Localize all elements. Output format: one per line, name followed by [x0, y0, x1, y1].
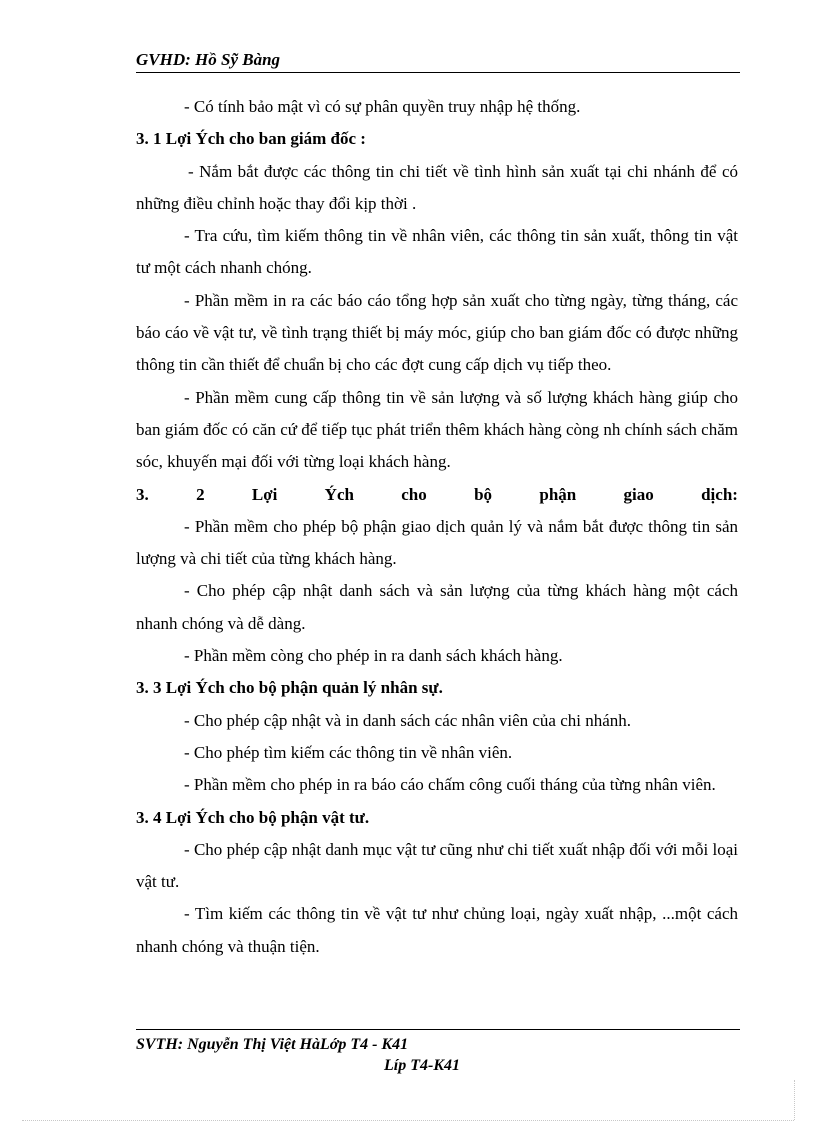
heading-word: dịch:	[701, 484, 738, 504]
paragraph: - Cho phép cập nhật danh sách và sản lượng của từng khách hàng một cách nhanh chóng và dễ dàng.	[136, 581, 738, 633]
page-boundary	[22, 1120, 794, 1121]
paragraph: - Phần mềm còng cho phép in ra danh sách khách hàng.	[184, 646, 563, 666]
paragraph: - Phần mềm in ra các báo cáo tổng hợp sản xuất cho từng ngày, từng tháng, các báo cáo về vật tư, về tình trạng thiết bị máy móc, giúp cho ban giám đốc có được những thông tin cần thiết để chuẩn bị cho các đợt cung cấp dịch vụ tiếp theo.	[136, 290, 738, 375]
header-divider	[136, 72, 740, 73]
page-footer: SVTH: Nguyễn Thị Việt HàLớp T4 - K41	[136, 1036, 409, 1053]
document-body	[136, 91, 738, 963]
heading-word: giao	[623, 484, 654, 504]
heading-word: bộ	[474, 484, 493, 504]
section-heading-3-1: 3. 1 Lợi Ých cho ban giám đốc :	[136, 129, 366, 149]
paragraph: - Phần mềm cho phép in ra báo cáo chấm công cuối tháng của từng nhân viên.	[184, 775, 716, 795]
footer-divider	[136, 1029, 740, 1030]
paragraph: - Cho phép cập nhật và in danh sách các nhân viên của chi nhánh.	[184, 710, 632, 730]
paragraph: - Tra cứu, tìm kiếm thông tin về nhân viên, các thông tin sản xuất, thông tin vật tư một cách nhanh chóng.	[136, 226, 738, 278]
section-heading-3-4: 3. 4 Lợi Ých cho bộ phận vật tư.	[136, 807, 370, 827]
paragraph: - Phần mềm cung cấp thông tin về sản lượng và số lượng khách hàng giúp cho ban giám đốc có căn cứ để tiếp tục phát triển thêm khách hàng còng nh chính sách chăm sóc, khuyến mại đối với từng loại khách hàng.	[136, 387, 738, 472]
heading-word: Lợi	[251, 484, 278, 504]
paragraph: - Nắm bắt được các thông tin chi tiết về tình hình sản xuất tại chi nhánh để có những điều chỉnh hoặc thay đổi kịp thời .	[136, 161, 738, 213]
page-footer-class: Líp T4-K41	[384, 1057, 460, 1074]
paragraph: - Cho phép cập nhật danh mục vật tư cũng như chi tiết xuất nhập đối với mỗi loại vật tư.	[136, 839, 738, 892]
heading-word: 2	[196, 484, 205, 504]
paragraph: - Cho phép tìm kiếm các thông tin về nhân viên.	[184, 742, 513, 762]
heading-word: 3.	[136, 484, 149, 504]
paragraph: - Có tính bảo mật vì có sự phân quyền truy nhập hệ thống.	[184, 97, 581, 116]
paragraph: - Phần mềm cho phép bộ phận giao dịch quản lý và nắm bắt được thông tin sản lượng và chi tiết của từng khách hàng.	[136, 516, 738, 569]
page-boundary-corner	[794, 1080, 795, 1120]
heading-word: cho	[401, 484, 427, 504]
section-heading-3-3: 3. 3 Lợi Ých cho bộ phận quản lý nhân sự.	[136, 678, 443, 698]
heading-word: Ých	[324, 484, 354, 504]
heading-word: phận	[539, 484, 577, 504]
paragraph: - Tìm kiếm các thông tin về vật tư như chủng loại, ngày xuất nhập, ...một cách nhanh chóng và thuận tiện.	[136, 904, 738, 956]
section-heading-3-2	[136, 479, 738, 511]
page-header: GVHD: Hồ Sỹ Bàng	[136, 50, 281, 69]
